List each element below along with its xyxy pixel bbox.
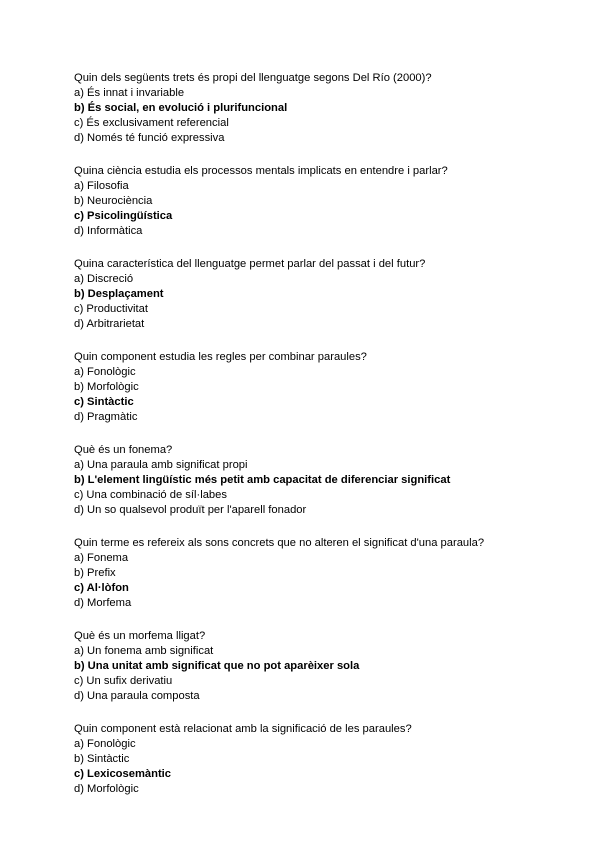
answer-option: d) Pragmàtic xyxy=(74,411,138,423)
answer-option-correct: b) És social, en evolució i plurifuncional xyxy=(74,102,288,114)
answer-option-correct: b) Una unitat amb significat que no pot aparèixer sola xyxy=(74,660,360,672)
answer-option-correct: c) Lexicosemàntic xyxy=(74,768,172,780)
question-block xyxy=(74,164,574,239)
answer-option: b) Morfològic xyxy=(74,381,139,393)
answer-option: a) És innat i invariable xyxy=(74,87,185,99)
answer-option: d) Morfològic xyxy=(74,783,139,795)
answer-option: a) Fonològic xyxy=(74,366,136,378)
question-text: Què és un morfema lligat? xyxy=(74,630,206,642)
quiz-document xyxy=(74,71,574,815)
answer-option: c) Productivitat xyxy=(74,303,148,315)
answer-option: d) Informàtica xyxy=(74,225,143,237)
answer-option: b) Neurociència xyxy=(74,195,153,207)
question-text: Quin terme es refereix als sons concrets que no alteren el significat d'una paraula? xyxy=(74,537,485,549)
answer-option: a) Fonema xyxy=(74,552,129,564)
answer-option: a) Un fonema amb significat xyxy=(74,645,214,657)
answer-option: a) Filosofia xyxy=(74,180,129,192)
question-block xyxy=(74,350,574,425)
question-text: Quina ciència estudia els processos mentals implicats en entendre i parlar? xyxy=(74,165,448,177)
answer-option: d) Una paraula composta xyxy=(74,690,200,702)
question-text: Què és un fonema? xyxy=(74,444,173,456)
answer-option: c) Un sufix derivatiu xyxy=(74,675,173,687)
question-text: Quin component està relacionat amb la significació de les paraules? xyxy=(74,723,412,735)
question-text: Quina característica del llenguatge permet parlar del passat i del futur? xyxy=(74,258,426,270)
answer-option: b) Prefix xyxy=(74,567,116,579)
answer-option: d) Arbitrarietat xyxy=(74,318,145,330)
question-block xyxy=(74,257,574,332)
answer-option: a) Fonològic xyxy=(74,738,136,750)
answer-option: d) Morfema xyxy=(74,597,132,609)
answer-option-correct: c) Sintàctic xyxy=(74,396,134,408)
question-block xyxy=(74,536,574,611)
question-text: Quin component estudia les regles per combinar paraules? xyxy=(74,351,367,363)
answer-option-correct: b) L'element lingüístic més petit amb capacitat de diferenciar significat xyxy=(74,474,451,486)
answer-option: d) Només té funció expressiva xyxy=(74,132,225,144)
answer-option-correct: c) Al·lòfon xyxy=(74,582,129,594)
answer-option-correct: c) Psicolingüística xyxy=(74,210,173,222)
answer-option: c) És exclusivament referencial xyxy=(74,117,229,129)
question-block xyxy=(74,443,574,518)
question-block xyxy=(74,71,574,146)
answer-option: a) Discreció xyxy=(74,273,134,285)
answer-option: b) Sintàctic xyxy=(74,753,130,765)
question-block xyxy=(74,722,574,797)
question-block xyxy=(74,629,574,704)
answer-option-correct: b) Desplaçament xyxy=(74,288,164,300)
answer-option: c) Una combinació de síl·labes xyxy=(74,489,227,501)
answer-option: d) Un so qualsevol produït per l'aparell fonador xyxy=(74,504,307,516)
question-text: Quin dels següents trets és propi del llenguatge segons Del Río (2000)? xyxy=(74,72,432,84)
answer-option: a) Una paraula amb significat propi xyxy=(74,459,248,471)
